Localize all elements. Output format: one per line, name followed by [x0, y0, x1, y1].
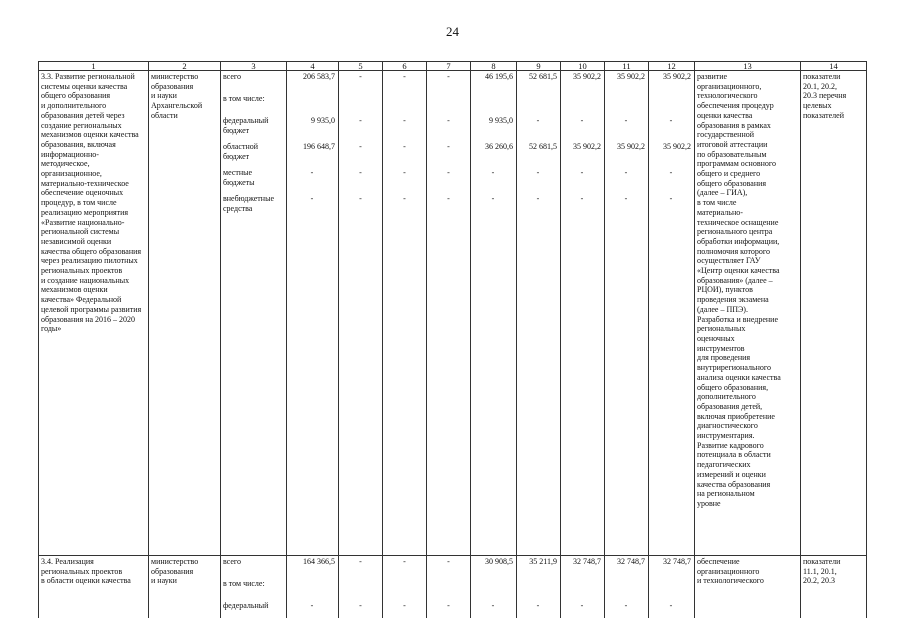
amount: -: [624, 116, 628, 125]
amount-cell: [517, 556, 561, 619]
amount: -: [359, 168, 362, 177]
amount: -: [491, 601, 495, 610]
col-header: 10: [561, 62, 605, 71]
amount: [473, 579, 513, 601]
amount: -: [669, 116, 673, 125]
amount: [429, 94, 468, 116]
funding-source: внебюджетные средства: [223, 194, 274, 213]
amount: -: [447, 116, 450, 125]
funding-source: федеральный: [223, 601, 269, 610]
program-measures-table: [38, 61, 866, 618]
amount: [341, 94, 380, 116]
amount: -: [403, 116, 406, 125]
amount: -: [624, 194, 628, 203]
amount: -: [447, 168, 450, 177]
funding-source: всего: [223, 72, 242, 81]
amount-cell: [339, 556, 383, 619]
amount-cell: [471, 71, 517, 556]
amount: [385, 94, 424, 116]
header-row: [39, 62, 867, 71]
amount: 32 748,7: [617, 557, 645, 566]
amount: -: [624, 168, 628, 177]
amount: [429, 579, 468, 601]
amount-cell: [649, 71, 695, 556]
amount: -: [536, 194, 540, 203]
amount: -: [359, 601, 362, 610]
amount: [563, 94, 601, 116]
amount: 35 211,9: [529, 557, 557, 566]
amount: -: [669, 601, 673, 610]
table-row: [39, 71, 867, 556]
amount: [651, 94, 691, 116]
amount: [289, 579, 335, 601]
amount: -: [669, 168, 673, 177]
amount: -: [310, 168, 314, 177]
amount: -: [403, 557, 406, 566]
amount-cell: [287, 71, 339, 556]
amount-cell: [383, 556, 427, 619]
amount: [519, 94, 557, 116]
funding-source: в том числе:: [223, 94, 265, 103]
amount: 35 902,2: [663, 142, 691, 151]
amount: -: [580, 116, 584, 125]
amount: [473, 94, 513, 116]
amount-cell: [605, 71, 649, 556]
col-header: 5: [339, 62, 383, 71]
col-header: 4: [287, 62, 339, 71]
measure-name: 3.4. Реализация региональных проектов в области оценки качества: [39, 556, 149, 619]
amount: -: [447, 142, 450, 151]
amount: 32 748,7: [573, 557, 601, 566]
amount: -: [447, 194, 450, 203]
funding-source: областной бюджет: [223, 142, 259, 161]
col-header: 1: [39, 62, 149, 71]
col-header: 6: [383, 62, 427, 71]
amount-cell: [427, 71, 471, 556]
amount-cell: [649, 556, 695, 619]
measure-name: 3.3. Развитие региональной системы оценки качества общего образования и дополнительного образования детей через создание региональных механизмов оценки качества образования, включая информационно- методическое, организационное, материально-техническое обеспечение оценочных процедур, в том числе реализацию мероприятия «Развитие национально- региональной системы независимой оценки качества общего образования через реализацию пилотных региональных проектов и создание национальных механизмов оценки качества» Федеральной целевой программы развития образования на 2016 – 2020 годы»: [39, 71, 149, 556]
amount: 32 748,7: [663, 557, 691, 566]
col-header: 8: [471, 62, 517, 71]
funding-sources: [221, 556, 287, 619]
indicators: показатели 11.1, 20.1, 20.2, 20.3: [801, 556, 867, 619]
amount: -: [359, 194, 362, 203]
indicators: показатели 20.1, 20.2, 20.3 перечня целевых показателей: [801, 71, 867, 556]
amount: [519, 579, 557, 601]
expected-result: развитие организационного, технологического обеспечения процедур оценки качества образования в рамках государственной итоговой аттестации по образовательным программам основного общего и среднего общего образования (далее – ГИА), в том числе материально- техническое оснащение регионального центра обработки информации, полномочия которого осуществляет ГАУ «Центр оценки качества образования» (далее – РЦОИ), пунктов проведения экзамена (далее – ППЭ). Разработка и внедрение региональных оценочных инструментов для проведения внутрирегионального анализа оценки качества общего образования, дополнительного образования детей, включая приобретение диагностического инструментария. Развитие кадрового потенциала в области педагогических измерений и оценки качества образования на региональном уровне: [695, 71, 801, 556]
amount: [289, 94, 335, 116]
amount-cell: [339, 71, 383, 556]
amount: -: [403, 142, 406, 151]
amount: -: [403, 194, 406, 203]
amount: [607, 579, 645, 601]
amount-cell: [383, 71, 427, 556]
funding-sources: [221, 71, 287, 556]
amount: -: [624, 601, 628, 610]
amount: 35 902,2: [573, 72, 601, 81]
col-header: 13: [695, 62, 801, 71]
amount: -: [580, 194, 584, 203]
amount-cell: [517, 71, 561, 556]
col-header: 3: [221, 62, 287, 71]
amount: 30 908,5: [485, 557, 513, 566]
amount: 164 366,5: [303, 557, 335, 566]
amount: [563, 579, 601, 601]
col-header: 9: [517, 62, 561, 71]
amount: 35 902,2: [617, 142, 645, 151]
amount: -: [403, 601, 406, 610]
amount-cell: [605, 556, 649, 619]
amount: 46 195,6: [485, 72, 513, 81]
funding-source: всего: [223, 557, 242, 566]
amount: 9 935,0: [311, 116, 335, 125]
amount: -: [536, 116, 540, 125]
amount: 206 583,7: [303, 72, 335, 81]
page-number: 24: [446, 24, 459, 39]
expected-result: обеспечение организационного и технологического: [695, 556, 801, 619]
amount: 35 902,2: [663, 72, 691, 81]
funding-source: федеральный бюджет: [223, 116, 269, 135]
col-header: 2: [149, 62, 221, 71]
amount: [607, 94, 645, 116]
col-header: 7: [427, 62, 471, 71]
amount: [651, 579, 691, 601]
amount: [341, 579, 380, 601]
amount: -: [491, 168, 495, 177]
amount: -: [491, 194, 495, 203]
amount-cell: [471, 556, 517, 619]
col-header: 11: [605, 62, 649, 71]
amount: -: [359, 142, 362, 151]
col-header: 14: [801, 62, 867, 71]
amount: -: [403, 168, 406, 177]
amount: -: [536, 168, 540, 177]
funding-source: в том числе:: [223, 579, 265, 588]
measures-table: [38, 61, 867, 618]
amount: 35 902,2: [573, 142, 601, 151]
amount: [385, 579, 424, 601]
amount: -: [447, 72, 450, 81]
amount: -: [403, 72, 406, 81]
amount: -: [580, 168, 584, 177]
amount-cell: [561, 556, 605, 619]
funding-source: местные бюджеты: [223, 168, 255, 187]
amount: -: [580, 601, 584, 610]
table-row: [39, 556, 867, 619]
col-header: 12: [649, 62, 695, 71]
amount: -: [536, 601, 540, 610]
amount: -: [310, 601, 314, 610]
amount: -: [310, 194, 314, 203]
amount: -: [447, 601, 450, 610]
executor: министерство образования и науки Архангельской области: [149, 71, 221, 556]
amount: 52 681,5: [529, 72, 557, 81]
amount: 36 260,6: [485, 142, 513, 151]
amount: -: [669, 194, 673, 203]
amount: -: [359, 72, 362, 81]
amount: 9 935,0: [489, 116, 513, 125]
amount: 52 681,5: [529, 142, 557, 151]
amount: -: [359, 116, 362, 125]
amount: -: [447, 557, 450, 566]
amount: -: [359, 557, 362, 566]
amount: 196 648,7: [303, 142, 335, 151]
amount-cell: [287, 556, 339, 619]
amount-cell: [427, 556, 471, 619]
amount: 35 902,2: [617, 72, 645, 81]
amount-cell: [561, 71, 605, 556]
executor: министерство образования и науки: [149, 556, 221, 619]
